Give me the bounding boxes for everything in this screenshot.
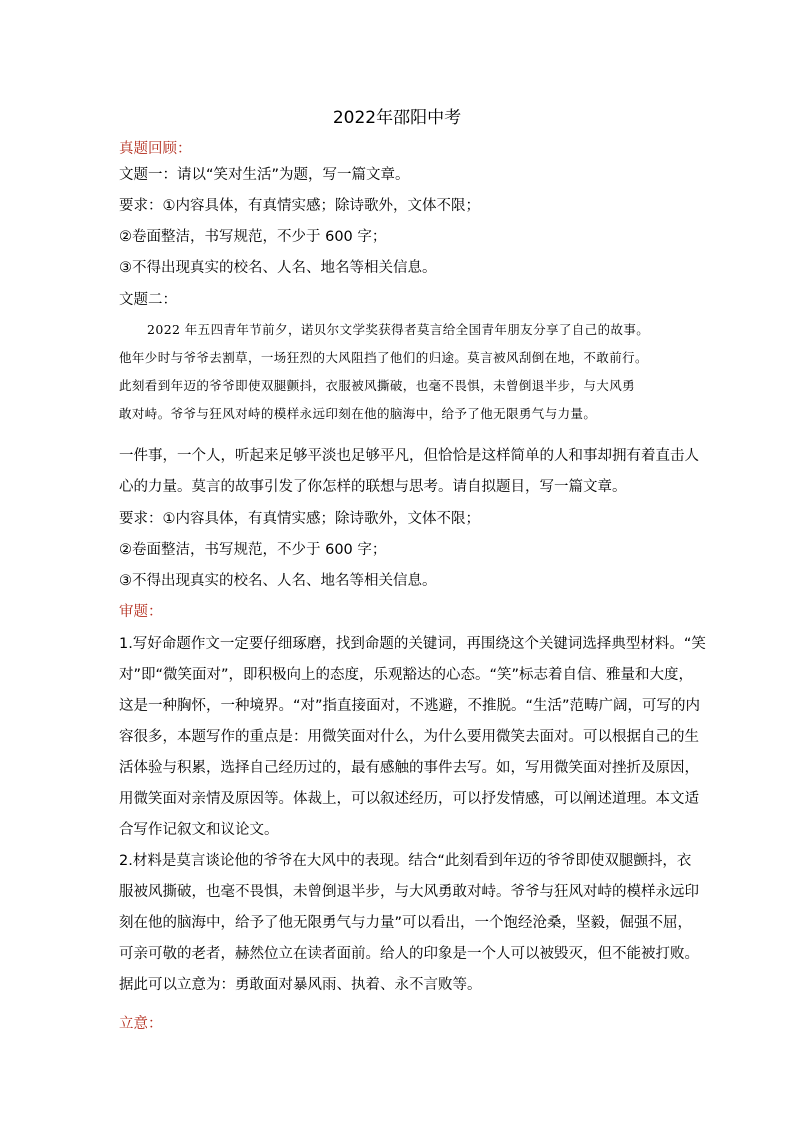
section-heading-theme: 立意： <box>119 1016 163 1032</box>
topic1-requirement-2: ②卷面整洁，书写规范，不少于 600 字； <box>119 229 387 245</box>
topic2-label: 文题二： <box>119 292 177 308</box>
topic2-material-passage <box>119 316 675 428</box>
passage-line: 他年少时与爷爷去割草，一场狂烈的大风阻挡了他们的归途。莫言被风刮倒在地，不敢前行。 <box>119 350 648 365</box>
analysis-paragraph-2 <box>119 846 699 1001</box>
analysis-line: 活体验与积累，选择自己经历过的，最有感触的事件去写。如，写用微笑面对挫折及原因， <box>119 760 699 776</box>
passage-line: 2022 年五四青年节前夕，诺贝尔文学奖获得者莫言给全国青年朋友分享了自己的故事。 <box>147 322 650 337</box>
section-heading-analysis: 审题： <box>119 604 163 620</box>
topic2-requirement-2: ②卷面整洁，书写规范，不少于 600 字； <box>119 542 387 558</box>
topic2-prompt <box>119 441 699 503</box>
analysis-line: 服被风撕破，也毫不畏惧，未曾倒退半步，与大风勇敢对峙。爷爷与狂风对峙的模样永远印 <box>119 884 699 900</box>
analysis-line: 2.材料是莫言谈论他的爷爷在大风中的表现。结合“此刻看到年迈的爷爷即使双腿颤抖，衣 <box>119 853 692 869</box>
analysis-line: 1.写好命题作文一定要仔细琢磨，找到命题的关键词，再围绕这个关键词选择典型材料。“笑 <box>119 636 706 652</box>
topic1-requirement-3: ③不得出现真实的校名、人名、地名等相关信息。 <box>119 260 437 276</box>
passage-line: 此刻看到年迈的爷爷即使双腿颤抖，衣服被风撕破，也毫不畏惧，未曾倒退半步，与大风勇 <box>119 378 636 393</box>
analysis-line: 对”即“微笑面对”，即积极向上的态度，乐观豁达的心态。“笑”标志着自信、雅量和大度， <box>119 667 694 683</box>
analysis-line: 容很多，本题写作的重点是：用微笑面对什么，为什么要用微笑去面对。可以根据自己的生 <box>119 729 699 745</box>
analysis-line: 可亲可敬的老者，赫然位立在读者面前。给人的印象是一个人可以被毁灭，但不能被打败。 <box>119 946 699 962</box>
topic2-requirement-1: 要求：①内容具体，有真情实感；除诗歌外，文体不限； <box>119 511 480 527</box>
topic2-requirement-3: ③不得出现真实的校名、人名、地名等相关信息。 <box>119 573 437 589</box>
analysis-line: 合写作记叙文和议论文。 <box>119 822 279 838</box>
prompt-line: 心的力量。莫言的故事引发了你怎样的联想与思考。请自拟题目，写一篇文章。 <box>119 479 627 495</box>
analysis-paragraph-1 <box>119 629 706 846</box>
analysis-line: 这是一种胸怀，一种境界。“对”指直接面对，不逃避，不推脱。“生活”范畴广阔，可写的内 <box>119 698 701 714</box>
topic1-requirement-1: 要求：①内容具体，有真情实感；除诗歌外，文体不限； <box>119 198 480 214</box>
section-heading-review: 真题回顾： <box>119 141 192 157</box>
analysis-line: 刻在他的脑海中，给予了他无限勇气与力量”可以看出，一个饱经沧桑，坚毅，倔强不屈， <box>119 915 693 931</box>
analysis-line: 用微笑面对亲情及原因等。体裁上，可以叙述经历，可以抒发情感，可以阐述道理。本文适 <box>119 791 699 807</box>
topic1-prompt: 文题一：请以“笑对生活”为题，写一篇文章。 <box>119 167 410 183</box>
prompt-line: 一件事，一个人，听起来足够平淡也足够平凡，但恰恰是这样简单的人和事却拥有着直击人 <box>119 448 699 464</box>
passage-line: 敢对峙。爷爷与狂风对峙的模样永远印刻在他的脑海中，给予了他无限勇气与力量。 <box>119 406 597 421</box>
analysis-line: 据此可以立意为：勇敢面对暴风雨、执着、永不言败等。 <box>119 977 482 993</box>
page-title: 2022年邵阳中考 <box>332 108 462 128</box>
